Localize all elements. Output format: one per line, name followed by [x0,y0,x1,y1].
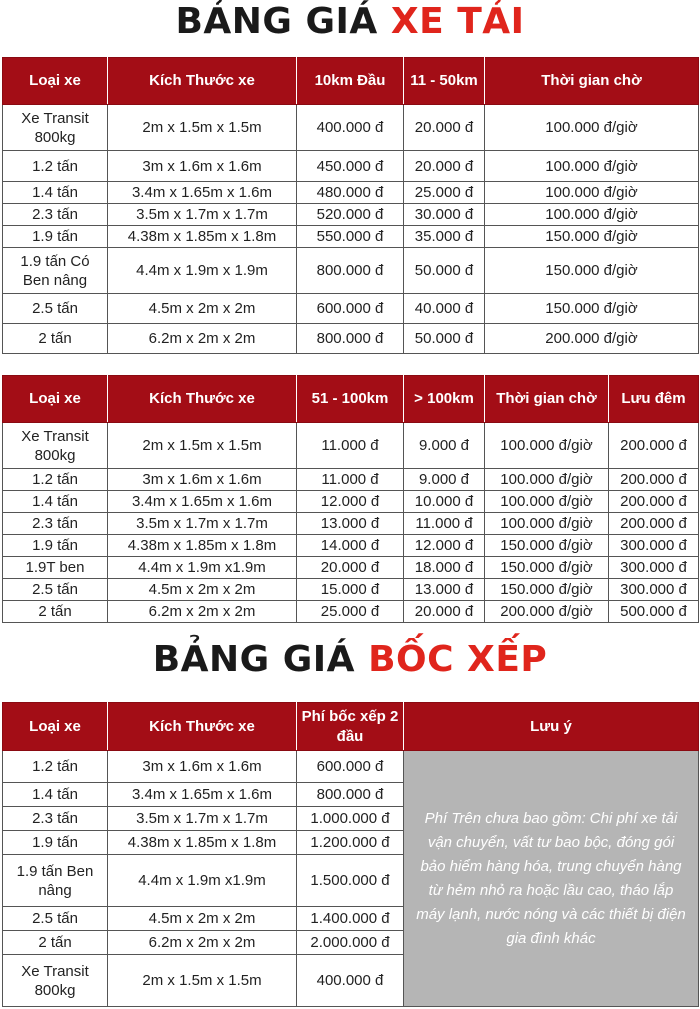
table-cell: 1.9 tấn Có Ben nâng [3,248,108,294]
table-cell: 3.4m x 1.65m x 1.6m [108,491,297,513]
price-table-boc-xep [2,702,699,1007]
header-cell: Kích Thước xe [108,58,297,105]
table-cell: Xe Transit 800kg [3,955,108,1007]
table-cell: 2 tấn [3,601,108,623]
table-cell: 4.5m x 2m x 2m [108,294,297,324]
table-row [3,513,699,535]
table-cell: 1.500.000 đ [297,855,404,907]
table-cell: 18.000 đ [404,557,485,579]
table-cell: 2.5 tấn [3,579,108,601]
table-cell: 2m x 1.5m x 1.5m [108,105,297,151]
table-cell: 600.000 đ [297,751,404,783]
table-cell: 4.4m x 1.9m x 1.9m [108,248,297,294]
table-cell: 20.000 đ [297,557,404,579]
table-cell: 1.9 tấn [3,226,108,248]
table-cell: 500.000 đ [609,601,699,623]
table-cell: 2 tấn [3,324,108,354]
table-cell: 1.4 tấn [3,182,108,204]
table-row [3,204,699,226]
table-cell: 11.000 đ [404,513,485,535]
table-cell: 1.9T ben [3,557,108,579]
table-cell: 20.000 đ [404,601,485,623]
table-cell: 550.000 đ [297,226,404,248]
header-cell: Kích Thước xe [108,376,297,423]
table-cell: 200.000 đ [609,469,699,491]
table-cell: 3.4m x 1.65m x 1.6m [108,182,297,204]
table-cell: 480.000 đ [297,182,404,204]
table-cell: 2m x 1.5m x 1.5m [108,423,297,469]
header-cell: Kích Thước xe [108,703,297,751]
table-cell: 150.000 đ/giờ [485,535,609,557]
table-cell: 2 tấn [3,931,108,955]
table-cell: 1.400.000 đ [297,907,404,931]
table-cell: 4.38m x 1.85m x 1.8m [108,535,297,557]
table-row [3,601,699,623]
header-cell: > 100km [404,376,485,423]
table-cell: 3.5m x 1.7m x 1.7m [108,807,297,831]
table-cell: 10.000 đ [404,491,485,513]
table-cell: 4.5m x 2m x 2m [108,907,297,931]
header-cell: Lưu đêm [609,376,699,423]
table-cell: 4.38m x 1.85m x 1.8m [108,831,297,855]
table-cell: 3.5m x 1.7m x 1.7m [108,204,297,226]
header-cell: 11 - 50km [404,58,485,105]
table-cell: 25.000 đ [404,182,485,204]
header-cell: 10km Đầu [297,58,404,105]
table-cell: 1.9 tấn [3,831,108,855]
table-cell: 3.4m x 1.65m x 1.6m [108,783,297,807]
table-cell: 9.000 đ [404,469,485,491]
table-row [3,469,699,491]
table-row [3,535,699,557]
price-table-xe-tai [2,57,699,354]
table-cell: 14.000 đ [297,535,404,557]
table-row [3,226,699,248]
table-cell: 150.000 đ/giờ [485,226,699,248]
table-cell: 13.000 đ [404,579,485,601]
table-cell: 200.000 đ [609,491,699,513]
table-cell: 6.2m x 2m x 2m [108,324,297,354]
table-cell: 1.2 tấn [3,151,108,182]
table-cell: 300.000 đ [609,535,699,557]
table-cell: 2.3 tấn [3,204,108,226]
table-row [3,324,699,354]
table-cell: 1.2 tấn [3,469,108,491]
table-cell: 800.000 đ [297,324,404,354]
table-cell: 1.9 tấn [3,535,108,557]
table-cell: 4.38m x 1.85m x 1.8m [108,226,297,248]
table-cell: 150.000 đ/giờ [485,248,699,294]
table-cell: 2.3 tấn [3,513,108,535]
table-cell: 150.000 đ/giờ [485,294,699,324]
table-row [3,182,699,204]
table-row [3,423,699,469]
table-cell: 25.000 đ [297,601,404,623]
table-row [3,751,699,783]
table-cell: 2.5 tấn [3,907,108,931]
table-row [3,579,699,601]
title-boc-xep [0,640,700,680]
table-cell: 4.4m x 1.9m x1.9m [108,855,297,907]
table-cell: Xe Transit 800kg [3,105,108,151]
title-xe-tai [0,2,700,42]
table-row [3,294,699,324]
table-cell: 100.000 đ/giờ [485,423,609,469]
table-row [3,105,699,151]
table-cell: 12.000 đ [297,491,404,513]
table-cell: 11.000 đ [297,469,404,491]
table-cell: 11.000 đ [297,423,404,469]
table-cell: 100.000 đ/giờ [485,105,699,151]
table-cell: 100.000 đ/giờ [485,182,699,204]
table-cell: 1.000.000 đ [297,807,404,831]
table-cell: Xe Transit 800kg [3,423,108,469]
table-cell: 1.4 tấn [3,783,108,807]
table-cell: 13.000 đ [297,513,404,535]
table-cell: 800.000 đ [297,783,404,807]
title-xe-tai-part2: XE TẢI [390,1,525,42]
table-cell: 1.200.000 đ [297,831,404,855]
table-cell: 3m x 1.6m x 1.6m [108,469,297,491]
title-boc-xep-part1: BẢNG GIÁ [152,639,356,680]
table-cell: 150.000 đ/giờ [485,579,609,601]
table-row [3,557,699,579]
table-cell: 2m x 1.5m x 1.5m [108,955,297,1007]
header-cell: Phí bốc xếp 2 đầu [297,703,404,751]
table-cell: 450.000 đ [297,151,404,182]
table-cell: 100.000 đ/giờ [485,204,699,226]
table-cell: 300.000 đ [609,557,699,579]
header-cell: 51 - 100km [297,376,404,423]
table-cell: 2.000.000 đ [297,931,404,955]
table-cell: 9.000 đ [404,423,485,469]
table-cell: 15.000 đ [297,579,404,601]
table-cell: 3m x 1.6m x 1.6m [108,151,297,182]
table-cell: 12.000 đ [404,535,485,557]
header-cell: Loại xe [3,58,108,105]
table-cell: 400.000 đ [297,105,404,151]
table-cell: 100.000 đ/giờ [485,491,609,513]
table-row [3,151,699,182]
table-cell: 2.5 tấn [3,294,108,324]
table-cell: 150.000 đ/giờ [485,557,609,579]
header-cell: Thời gian chờ [485,58,699,105]
table-cell: 4.5m x 2m x 2m [108,579,297,601]
table-cell: 200.000 đ/giờ [485,324,699,354]
table-cell: 100.000 đ/giờ [485,151,699,182]
header-cell: Loại xe [3,376,108,423]
table-cell: 300.000 đ [609,579,699,601]
table-cell: 200.000 đ [609,513,699,535]
table-cell: 20.000 đ [404,105,485,151]
table-cell: 4.4m x 1.9m x1.9m [108,557,297,579]
header-cell: Thời gian chờ [485,376,609,423]
table-row [3,491,699,513]
table-cell: 30.000 đ [404,204,485,226]
table-cell: 50.000 đ [404,248,485,294]
header-cell: Lưu ý [404,703,699,751]
table-cell: 200.000 đ/giờ [485,601,609,623]
table-cell: 100.000 đ/giờ [485,513,609,535]
table-cell: 6.2m x 2m x 2m [108,601,297,623]
title-xe-tai-part1: BẢNG GIÁ [175,1,378,42]
table-cell: 3.5m x 1.7m x 1.7m [108,513,297,535]
table-cell: 20.000 đ [404,151,485,182]
price-table-xe-tai-long-distance [2,375,699,623]
table-cell: 600.000 đ [297,294,404,324]
table-cell: 1.4 tấn [3,491,108,513]
table-cell: 400.000 đ [297,955,404,1007]
note-cell: Phí Trên chưa bao gồm: Chi phí xe tải vận chuyển, vất tư bao bộc, đóng gói bảo hiểm hàng hóa, trung chuyển hàng từ hẻm nhỏ ra hoặc lầu cao, tháo lắp máy lạnh, nước nóng và các thiết bị điện gia đình khác [404,751,699,1007]
table-cell: 800.000 đ [297,248,404,294]
table-cell: 2.3 tấn [3,807,108,831]
table-cell: 35.000 đ [404,226,485,248]
table-cell: 50.000 đ [404,324,485,354]
header-cell: Loại xe [3,703,108,751]
table-cell: 40.000 đ [404,294,485,324]
table-cell: 1.2 tấn [3,751,108,783]
table-cell: 100.000 đ/giờ [485,469,609,491]
table-cell: 3m x 1.6m x 1.6m [108,751,297,783]
table-cell: 1.9 tấn Ben nâng [3,855,108,907]
table-cell: 6.2m x 2m x 2m [108,931,297,955]
table-row [3,248,699,294]
table-cell: 520.000 đ [297,204,404,226]
table-cell: 200.000 đ [609,423,699,469]
title-boc-xep-part2: BỐC XẾP [368,639,548,680]
